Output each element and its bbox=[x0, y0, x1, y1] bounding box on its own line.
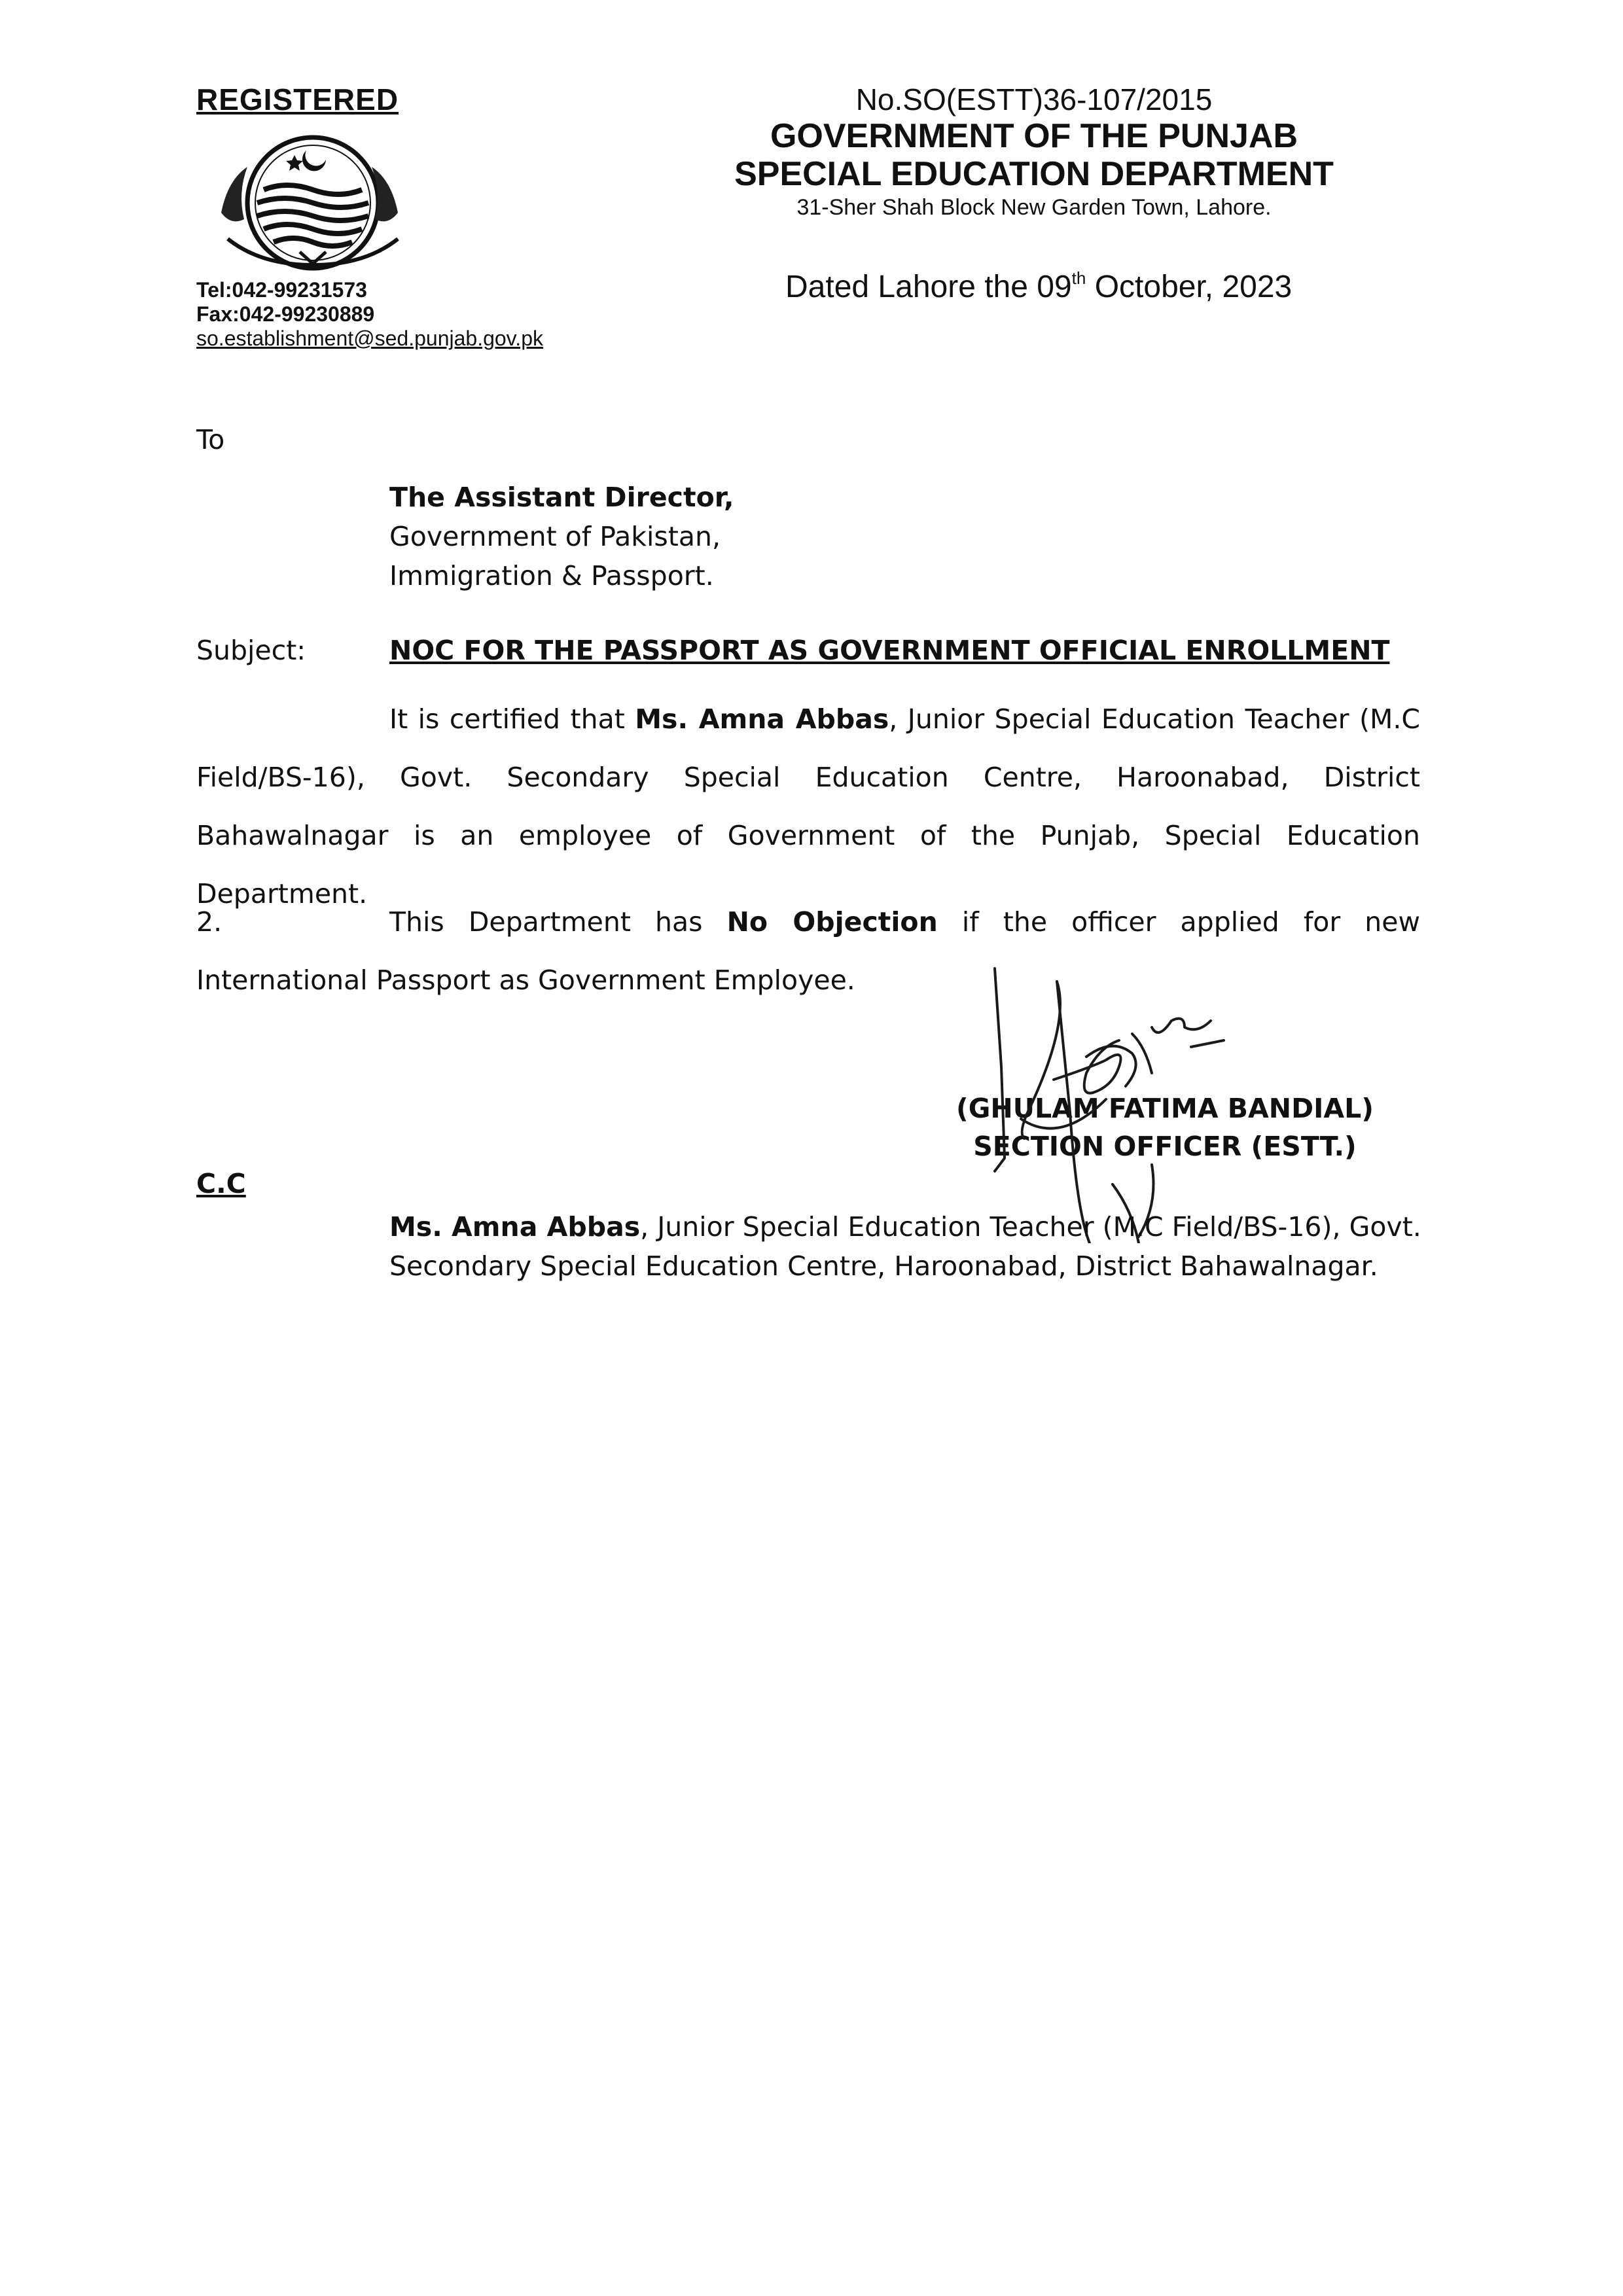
contact-info bbox=[196, 278, 543, 351]
registered-text: REGISTERED bbox=[196, 82, 399, 116]
para2-rest: if the officer applied for new International Passport as Government Employee. bbox=[196, 906, 1421, 996]
signatory-designation: SECTION OFFICER (ESTT.) bbox=[973, 1131, 1357, 1162]
addressee-org: Government of Pakistan, bbox=[389, 521, 721, 552]
cc-name: Ms. Amna Abbas bbox=[389, 1211, 641, 1243]
date-suffix-sup: th bbox=[1071, 268, 1086, 288]
reference-number: No.SO(ESTT)36-107/2015 bbox=[855, 82, 1213, 116]
cc-recipient bbox=[389, 1207, 1423, 1286]
telephone: Tel:042-99231573 bbox=[196, 278, 367, 302]
para2-no-objection: No Objection bbox=[726, 906, 938, 938]
department-title: SPECIAL EDUCATION DEPARTMENT bbox=[734, 155, 1334, 193]
addressee-title: The Assistant Director, bbox=[389, 482, 734, 513]
signatory-name: (GHULAM FATIMA BANDIAL) bbox=[956, 1093, 1374, 1124]
date-prefix: Dated Lahore the 09 bbox=[785, 270, 1072, 304]
cc-details: , Junior Special Education Teacher (M.C Field/BS-16), Govt. Secondary Special Education Centre, Haroonabad, District Bahawalnagar. bbox=[389, 1211, 1421, 1282]
paragraph-1 bbox=[196, 690, 1420, 923]
punjab-emblem-icon bbox=[208, 121, 411, 278]
para1-start: It is certified that bbox=[389, 703, 635, 735]
registered-label bbox=[196, 82, 399, 117]
cc-label: C.C bbox=[196, 1168, 246, 1199]
fax: Fax:042-99230889 bbox=[196, 302, 375, 326]
subject-label: Subject: bbox=[196, 635, 306, 666]
handwritten-signature bbox=[942, 955, 1309, 1243]
para2-start: This Department has bbox=[389, 906, 727, 938]
subject-text: NOC FOR THE PASSPORT AS GOVERNMENT OFFICIAL ENROLLMENT bbox=[389, 635, 1390, 666]
para1-rest: , Junior Special Education Teacher (M.C Field/BS-16), Govt. Secondary Special Education Centre, Haroonabad, District Bahawalnagar is an employee of Government of the Punjab, Special Education Department. bbox=[196, 703, 1420, 910]
letter-date bbox=[785, 268, 1292, 305]
date-month-year: October, 2023 bbox=[1086, 270, 1293, 304]
government-title: GOVERNMENT OF THE PUNJAB bbox=[770, 117, 1298, 155]
to-label: To bbox=[196, 424, 225, 455]
para2-number: 2. bbox=[196, 906, 223, 938]
letterhead bbox=[687, 82, 1381, 222]
department-address: 31-Sher Shah Block New Garden Town, Lahore. bbox=[796, 195, 1272, 220]
email-link[interactable]: so.establishment@sed.punjab.gov.pk bbox=[196, 327, 543, 350]
addressee-dept: Immigration & Passport. bbox=[389, 560, 714, 592]
para1-employee-name: Ms. Amna Abbas bbox=[635, 703, 889, 735]
addressee bbox=[389, 478, 734, 595]
